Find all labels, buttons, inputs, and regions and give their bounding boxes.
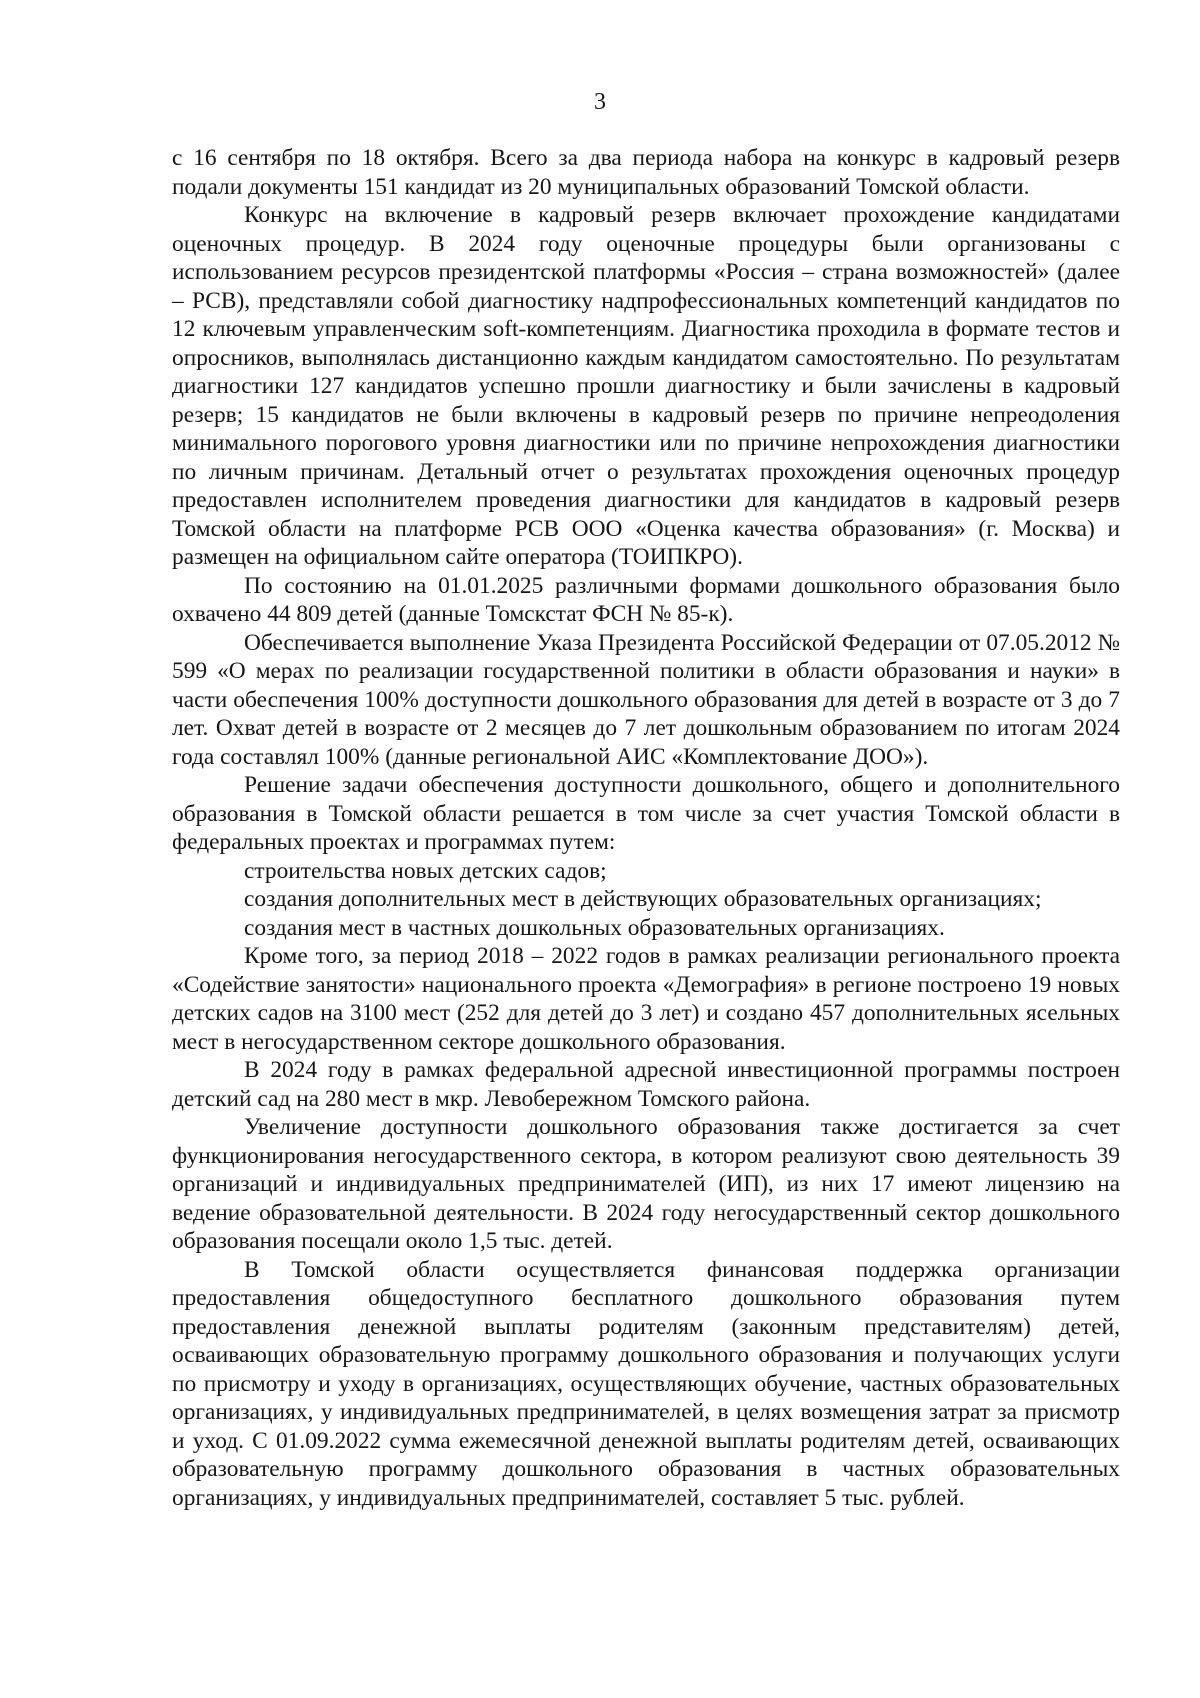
list-item-new-kindergartens: строительства новых детских садов; <box>244 857 607 884</box>
paragraph-preschool-coverage: По состоянию на 01.01.2025 различными формами дошкольного образования было охвачено 44 809 детей (данные Томскстат ФСН № 85-к). <box>172 572 1120 627</box>
paragraph-non-state-sector: Увеличение доступности дошкольного образования также достигается за счет функционирования негосударственного сектора, в котором реализуют свою деятельность 39 организаций и индивидуальных предпринимателей (ИП), из них 17 имеют лицензию на ведение образовательной деятельности. В 2024 году негосударственный сектор дошкольного образования посещали около 1,5 тыс. детей. <box>172 1114 1120 1254</box>
paragraph-continuation: с 16 сентября по 18 октября. Всего за два периода набора на конкурс в кадровый резерв подали документы 151 кандидат из 20 муниципальных образований Томской области. <box>172 145 1120 200</box>
paragraph-accessibility-tasks: Решение задачи обеспечения доступности дошкольного, общего и дополнительного образования в Томской области решается в том числе за счет участия Томской области в федеральных проектах и программах путем: <box>172 772 1120 855</box>
page-number: 3 <box>594 89 606 115</box>
paragraph-investment-program: В 2024 году в рамках федеральной адресной инвестиционной программы построен детский сад на 280 мест в мкр. Левобережном Томского района. <box>172 1057 1120 1112</box>
paragraph-presidential-decree: Обеспечивается выполнение Указа Президента Российской Федерации от 07.05.2012 № 599 «О мерах по реализации государственной политики в области образования и науки» в части обеспечения 100% доступности дошкольного образования для детей в возрасте от 3 до 7 лет. Охват детей в возрасте от 2 месяцев до 7 лет дошкольным образованием по итогам 2024 года составлял 100% (данные региональной АИС «Комплектование ДОО»). <box>172 629 1120 770</box>
paragraph-demography-project: Кроме того, за период 2018 – 2022 годов в рамках реализации регионального проекта «Содействие занятости» национального проекта «Демография» в регионе построено 19 новых детских садов на 3100 мест (252 для детей до 3 лет) и создано 457 дополнительных ясельных мест в негосударственном секторе дошкольного образования. <box>172 943 1120 1055</box>
list-item-additional-places: создания дополнительных мест в действующих образовательных организациях; <box>244 886 1042 912</box>
paragraph-talent-pool-contest: Конкурс на включение в кадровый резерв включает прохождение кандидатами оценочных процедур. В 2024 году оценочные процедуры были организованы с использованием ресурсов президентской платформы «Россия – страна возможностей» (далее – РСВ), представляли собой диагностику надпрофессиональных компетенций кандидатов по 12 ключевым управленческим soft-компетенциям. Диагностика проходила в формате тестов и опросников, выполнялась дистанционно каждым кандидатом самостоятельно. По результатам диагностики 127 кандидатов успешно прошли диагностику и были зачислены в кадровый резерв; 15 кандидатов не были включены в кадровый резерв по причине непреодоления минимального порогового уровня диагностики или по причине непрохождения диагностики по личным причинам. Детальный отчет о результатах прохождения оценочных процедур предоставлен исполнителем проведения диагностики для кандидатов в кадровый резерв Томской области на платформе РСВ ООО «Оценка качества образования» (г. Москва) и размещен на официальном сайте оператора (ТОИПКРО). <box>172 202 1120 570</box>
document-body <box>172 144 1120 1512</box>
paragraph-financial-support: В Томской области осуществляется финансовая поддержка организации предоставления общедоступного бесплатного дошкольного образования путем предоставления денежной выплаты родителям (законным представителям) детей, осваивающих образовательную программу дошкольного образования и получающих услуги по присмотру и уходу в организациях, осуществляющих обучение, частных образовательных организациях, у индивидуальных предпринимателей, в целях возмещения затрат за присмотр и уход. С 01.09.2022 сумма ежемесячной денежной выплаты родителям детей, осваивающих образовательную программу дошкольного образования в частных образовательных организациях, у индивидуальных предпринимателей, составляет 5 тыс. рублей. <box>172 1256 1120 1511</box>
list-item-private-places: создания мест в частных дошкольных образовательных организациях. <box>244 914 945 941</box>
